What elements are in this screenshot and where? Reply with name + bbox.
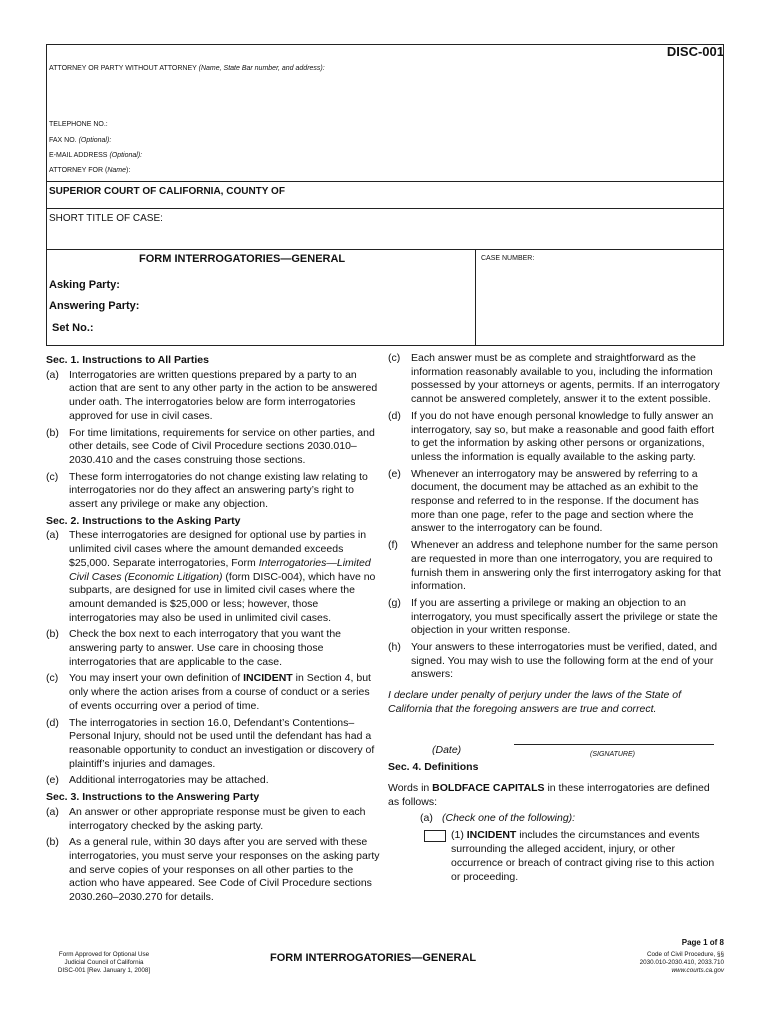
- item-text: As a general rule, within 30 days after you are served with these interrogatories, you must serve your responses on the asking party and serve copies of your responses on all other parties to the action who have appeared. See Code of Civil Procedure sections 2030.260–2030.270 for details.: [69, 836, 380, 904]
- item-label: (e): [388, 467, 401, 480]
- item-text: Each answer must be as complete and straightforward as the information reasonably available to you, including the information possessed by your attorneys or agents, permits. If an interrogatory cannot be answered completely, answer it to the extent possible.: [411, 352, 720, 406]
- date-label: (Date): [432, 743, 462, 756]
- item-text-part: These interrogatories are designed for optional use by parties in unlimited civil cases where the amount demanded exceeds $25,000. Separate interrogatories, Form: [69, 529, 367, 569]
- attorney-label: ATTORNEY OR PARTY WITHOUT ATTORNEY: [49, 65, 197, 72]
- definitions-intro: [388, 782, 722, 809]
- item-text-part: in Section 4, but only where the action arises from a course of conduct or a series of events occurring over a period of time.: [69, 672, 371, 712]
- item-text: These form interrogatories do not change existing law relating to interrogatories nor do they affect an answering party’s right to assert any privilege or make any objection.: [69, 470, 368, 511]
- item-label: (e): [46, 774, 59, 787]
- list-item: [46, 672, 380, 713]
- item-text-italic: Interrogatories—Limited Civil Cases (Economic Litigation): [69, 556, 371, 583]
- incident-definition: [424, 829, 722, 884]
- item-text: [69, 672, 380, 713]
- caption-box: [46, 44, 724, 346]
- item-label: (c): [46, 470, 59, 483]
- section-2-heading: Sec. 2. Instructions to the Asking Party: [46, 514, 241, 527]
- footer-approval: Form Approved for Optional Use: [58, 951, 150, 958]
- incident-checkbox[interactable]: [424, 830, 446, 842]
- caption-divider: [47, 208, 723, 209]
- list-item: [388, 352, 722, 407]
- signature-row: [388, 717, 722, 759]
- item-label: (b): [46, 836, 59, 849]
- item-label: (b): [46, 628, 59, 641]
- incident-number: (1): [451, 829, 467, 842]
- section-3-heading: Sec. 3. Instructions to the Answering Party: [46, 791, 260, 804]
- incident-text: [451, 829, 722, 884]
- list-item: [388, 597, 722, 638]
- signature-label: (SIGNATURE): [590, 750, 635, 758]
- case-number-field[interactable]: CASE NUMBER:: [481, 255, 535, 262]
- footer-title: FORM INTERROGATORIES—GENERAL: [270, 952, 477, 964]
- fax-hint: (Optional):: [78, 137, 112, 144]
- footer-website[interactable]: www.courts.ca.gov: [671, 966, 724, 974]
- email-label: E-MAIL ADDRESS: [49, 152, 108, 159]
- item-text: If you are asserting a privilege or making an objection to an interrogatory, you must specifically assert the privilege or state the objection in your written response.: [411, 596, 718, 637]
- list-item: [46, 836, 380, 905]
- list-item: [46, 774, 380, 788]
- incident-description: includes the circumstances and events surrounding the alleged accident, injury, or other occurrence or breach of contract giving rise to this action or proceeding.: [451, 829, 715, 883]
- email-field[interactable]: [49, 152, 142, 159]
- list-item: [46, 427, 380, 468]
- attorney-hint: (Name, State Bar number, and address):: [198, 65, 325, 72]
- item-text: Interrogatories are written questions prepared by a party to an action that are sent to any other party in the action to be answered under oath. The interrogatories below are form interrogatories approved for use in civil cases.: [69, 368, 378, 422]
- list-item: [388, 641, 722, 682]
- footer-website-line: [640, 967, 724, 975]
- section-1-heading: Sec. 1. Instructions to All Parties: [46, 354, 209, 366]
- left-column: [46, 352, 380, 908]
- footer-sections: 2030.010-2030.410, 2033.710: [639, 958, 724, 966]
- item-label: (f): [388, 539, 398, 552]
- page-number: Page 1 of 8: [681, 938, 724, 947]
- item-text: Additional interrogatories may be attached.: [69, 774, 269, 787]
- section-4-heading: Sec. 4. Definitions: [388, 760, 479, 773]
- item-label: (a): [46, 805, 59, 818]
- right-column: [388, 352, 722, 884]
- declaration-text: I declare under penalty of perjury under the laws of the State of California that the foregoing answers are true and correct.: [388, 689, 682, 715]
- list-item: [46, 471, 380, 512]
- item-text-bold: INCIDENT: [243, 672, 293, 685]
- item-text: Check the box next to each interrogatory that you want the answering party to answer. Use care in choosing those interrogatories that are applicable to the case.: [69, 628, 341, 668]
- footer-right: [640, 951, 724, 974]
- footer-council: Judicial Council of California: [64, 958, 144, 966]
- list-item: [46, 369, 380, 424]
- item-label: (h): [388, 641, 401, 654]
- item-text: Your answers to these interrogatories must be verified, dated, and signed. You may wish to use the following form at the end of your answers:: [411, 641, 718, 681]
- signature-line[interactable]: [514, 744, 714, 745]
- item-text-part: (form DISC-004), which have no subparts, are designed for use in limited civil cases where the amount demanded is $25,000 or less; however, those interrogatories may also be used in unlimited civil cases.: [69, 570, 376, 624]
- item-text: (Check one of the following):: [442, 811, 576, 824]
- item-label: (a): [46, 529, 59, 542]
- answering-party-field[interactable]: Answering Party:: [49, 300, 140, 312]
- item-text: Whenever an address and telephone number for the same person are requested in more than one interrogatory, you are required to furnish them in answering only the first interrogatory asking for that information.: [411, 539, 721, 593]
- incident-term: INCIDENT: [466, 829, 517, 842]
- item-text: If you do not have enough personal knowledge to fully answer an interrogatory, say so, but make a reasonable and good faith effort to get the information by asking other persons or organizations, unless the information is equally available to the asking party.: [411, 409, 715, 463]
- short-title-field[interactable]: SHORT TITLE OF CASE:: [49, 213, 163, 224]
- list-item: [46, 529, 380, 625]
- caption-divider: [47, 249, 723, 250]
- fax-label: FAX NO.: [49, 137, 77, 144]
- footer-revision: DISC-001 [Rev. January 1, 2008]: [57, 966, 151, 974]
- definition-a: [420, 812, 722, 826]
- item-label: (d): [388, 409, 401, 422]
- item-label: (a): [420, 811, 433, 824]
- item-text: [69, 529, 380, 625]
- definitions-text: in these interrogatories are defined as follows:: [388, 782, 710, 808]
- attorney-for-field[interactable]: [49, 167, 130, 174]
- list-item: [46, 717, 380, 772]
- form-id: DISC-001: [666, 44, 724, 59]
- attorney-for-end: ):: [126, 167, 131, 174]
- list-item: [46, 806, 380, 833]
- item-label: (c): [388, 352, 401, 364]
- item-text: An answer or other appropriate response must be given to each interrogatory checked by the asking party.: [69, 805, 366, 832]
- list-item: [46, 628, 380, 669]
- item-text-part: You may insert your own definition of: [69, 672, 244, 685]
- item-label: (a): [46, 368, 59, 381]
- caption-vertical-divider: [475, 250, 476, 345]
- footer-left: [46, 951, 162, 974]
- footer-code: Code of Civil Procedure, §§: [646, 951, 724, 958]
- item-label: (d): [46, 716, 59, 729]
- list-item: [388, 539, 722, 594]
- item-text: Whenever an interrogatory may be answered by referring to a document, the document may be attached as an exhibit to the response and referred to in the response. If the document has more than one page, refer to the page and section where the answer to the interrogatory can be found.: [411, 467, 699, 535]
- court-name: SUPERIOR COURT OF CALIFORNIA, COUNTY OF: [49, 186, 285, 197]
- item-text: For time limitations, requirements for service on other parties, and other details, see Code of Civil Procedure sections 2030.010–2030.410 and the cases construing those sections.: [69, 426, 375, 466]
- email-hint: (Optional):: [109, 152, 143, 159]
- item-label: (b): [46, 426, 59, 439]
- list-item: [388, 410, 722, 465]
- attorney-field[interactable]: [49, 65, 325, 72]
- caption-divider: [47, 181, 723, 182]
- item-label: (g): [388, 596, 401, 609]
- fax-field[interactable]: [49, 137, 111, 144]
- attorney-for-label: ATTORNEY FOR (: [49, 167, 108, 174]
- asking-party-field[interactable]: Asking Party:: [49, 279, 120, 291]
- set-no-field[interactable]: Set No.:: [52, 322, 94, 334]
- item-label: (c): [46, 672, 59, 685]
- telephone-field[interactable]: TELEPHONE NO.:: [49, 121, 108, 128]
- definitions-text: Words in: [388, 782, 433, 795]
- attorney-for-hint: Name: [107, 167, 127, 174]
- form-title: FORM INTERROGATORIES—GENERAL: [139, 253, 346, 265]
- list-item: [388, 468, 722, 537]
- definitions-bold: BOLDFACE CAPITALS: [432, 782, 545, 795]
- item-text: The interrogatories in section 16.0, Defendant’s Contentions–Personal Injury, should not be used until the defendant has had a reasonable opportunity to conduct an investigation or discovery of plaintiff’s injuries and damages.: [69, 716, 375, 770]
